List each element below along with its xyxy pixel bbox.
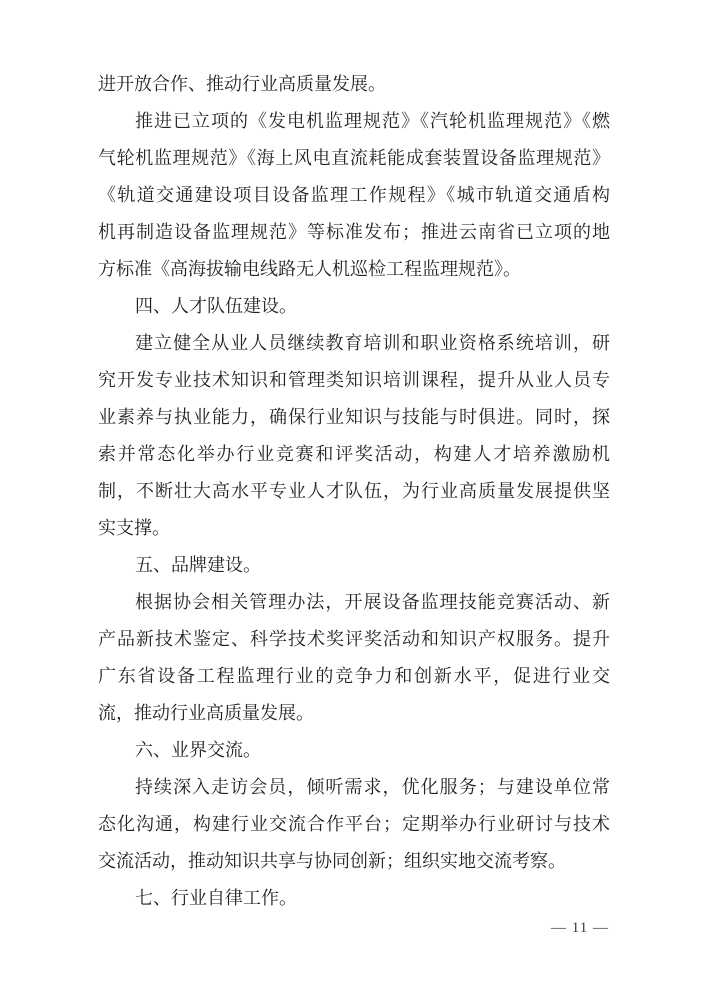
text-line: 推进已立项的《发电机监理规范》《汽轮机监理规范》《燃 — [135, 111, 610, 131]
section-heading: 五、品牌建设。 — [135, 555, 261, 575]
text-line: 机再制造设备监理规范》等标准发布；推进云南省已立项的地 — [98, 222, 610, 242]
text-line: 持续深入走访会员，倾听需求，优化服务；与建设单位常 — [135, 777, 610, 797]
text-line: 交流活动，推动知识共享与协同创新；组织实地交流考察。 — [98, 851, 566, 871]
text-line: 根据协会相关管理办法，开展设备监理技能竞赛活动、新 — [135, 592, 610, 612]
text-line: 究开发专业技术知识和管理类知识培训课程，提升从业人员专 — [98, 370, 610, 390]
text-line: 建立健全从业人员继续教育培训和职业资格系统培训，研 — [135, 333, 610, 353]
text-line: 业素养与执业能力，确保行业知识与技能与时俱进。同时，探 — [98, 407, 610, 427]
section-heading: 六、业界交流。 — [135, 740, 261, 760]
text-line: 实支撑。 — [98, 518, 170, 538]
page-number: — 11 — — [551, 920, 609, 936]
text-line: 气轮机监理规范》《海上风电直流耗能成套装置设备监理规范》 — [98, 148, 610, 168]
text-line: 进开放合作、推动行业高质量发展。 — [98, 74, 386, 94]
text-line: 广东省设备工程监理行业的竞争力和创新水平，促进行业交 — [98, 666, 610, 686]
text-line: 制，不断壮大高水平专业人才队伍，为行业高质量发展提供坚 — [98, 481, 610, 501]
text-line: 方标准《高海拔输电线路无人机巡检工程监理规范》。 — [98, 259, 521, 279]
document-text-block — [98, 66, 610, 917]
text-line: 产品新技术鉴定、科学技术奖评奖活动和知识产权服务。提升 — [98, 629, 610, 649]
section-heading: 四、人才队伍建设。 — [135, 296, 297, 316]
text-line: 流，推动行业高质量发展。 — [98, 703, 314, 723]
section-heading: 七、行业自律工作。 — [135, 888, 297, 908]
text-line: 索并常态化举办行业竞赛和评奖活动，构建人才培养激励机 — [98, 444, 610, 464]
text-line: 《轨道交通建设项目设备监理工作规程》《城市轨道交通盾构 — [98, 185, 610, 205]
text-line: 态化沟通，构建行业交流合作平台；定期举办行业研讨与技术 — [98, 814, 610, 834]
